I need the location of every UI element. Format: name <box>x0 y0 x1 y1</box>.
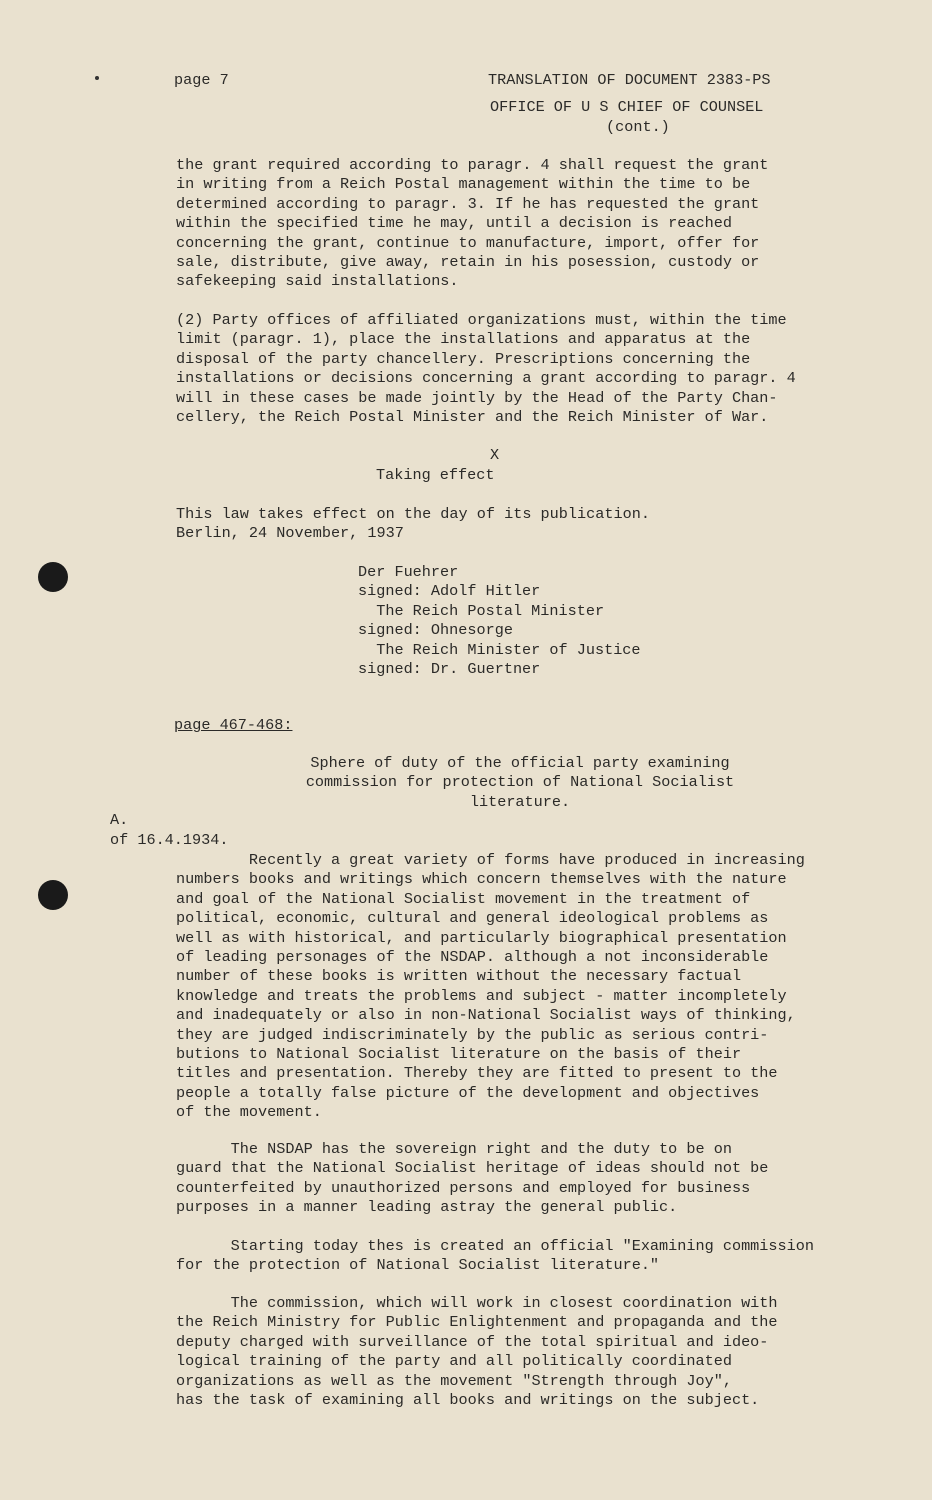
paragraph-party-offices: (2) Party offices of affiliated organizations must, within the time limit (paragr. 1), place the installations and apparatus at the disposal of the party chancellery. Prescriptions concerning the installations or decisions concerning a grant according to paragr. 4 will in these cases be made jointly by the Head of the Party Chan- cellery, the Reich Postal Minister and the Reich Minister of War. <box>176 311 796 427</box>
paragraph-nsdap-rights: The NSDAP has the sovereign right and the duty to be on guard that the National Socialist heritage of ideas should not be counterfeited by unauthorized persons and employed for business purposes in a manner leading astray the general public. <box>176 1140 769 1217</box>
section-number: X <box>490 446 500 464</box>
item-marker: A. <box>110 811 129 829</box>
paragraph-recently: Recently a great variety of forms have produced in increasing numbers books and writings which concern themselves with the nature and goal of the National Socialist movement in the treatment of political, economic, cultural and general ideological problems as well as with historical, and particularly biographical presentation of leading personages of the NSDAP. although a not inconsiderable number of these books is written without the necessary factual knowledge and treats the problems and subject - matter incompletely and inadequately or also in non-National Socialist ways of thinking, they are judged indiscriminately by the public as serious contri- butions to National Socialist literature on the basis of their titles and presentation. Thereby they are fitted to present to the people a totally false picture of the development and objectives of the movement. <box>176 851 805 1122</box>
page-label: page 7 <box>174 71 229 89</box>
margin-dot <box>95 76 99 80</box>
cont-label: (cont.) <box>606 118 670 136</box>
paragraph-grant: the grant required according to paragr. 4 shall request the grant in writing from a Reich Postal management within the time to be determined according to paragr. 3. If he has requested the grant within the specified time he may, until a decision is reached concerning the grant, continue to manufacture, import, offer for sale, distribute, give away, retain in his posession, custody or safekeeping said installations. <box>176 156 769 291</box>
punch-hole-top <box>38 562 68 592</box>
punch-hole-bottom <box>38 880 68 910</box>
section-title: Taking effect <box>376 466 495 484</box>
paragraph-commission: The commission, which will work in closest coordination with the Reich Ministry for Public Enlightenment and propaganda and the deputy charged with surveillance of the total spiritual and ideo- logical training of the party and all politically coordinated organizations as well as the movement "Strength through Joy", has the task of examining all books and writings on the subject. <box>176 1294 778 1410</box>
signature-block: Der Fuehrer signed: Adolf Hitler The Reich Postal Minister signed: Ohnesorge The Reich Minister of Justice signed: Dr. Guertner <box>358 563 641 679</box>
page-reference: page 467-468: <box>174 716 293 734</box>
section-heading: Sphere of duty of the official party examining commission for protection of National Socialist literature. <box>305 754 735 811</box>
paragraph-taking-effect: This law takes effect on the day of its publication. Berlin, 24 November, 1937 <box>176 505 650 543</box>
office-line: OFFICE OF U S CHIEF OF COUNSEL <box>490 98 764 116</box>
document-title: TRANSLATION OF DOCUMENT 2383-PS <box>488 71 771 89</box>
paragraph-starting-today: Starting today thes is created an official "Examining commission for the protection of National Socialist literature." <box>176 1237 814 1275</box>
decree-date: of 16.4.1934. <box>110 831 229 849</box>
